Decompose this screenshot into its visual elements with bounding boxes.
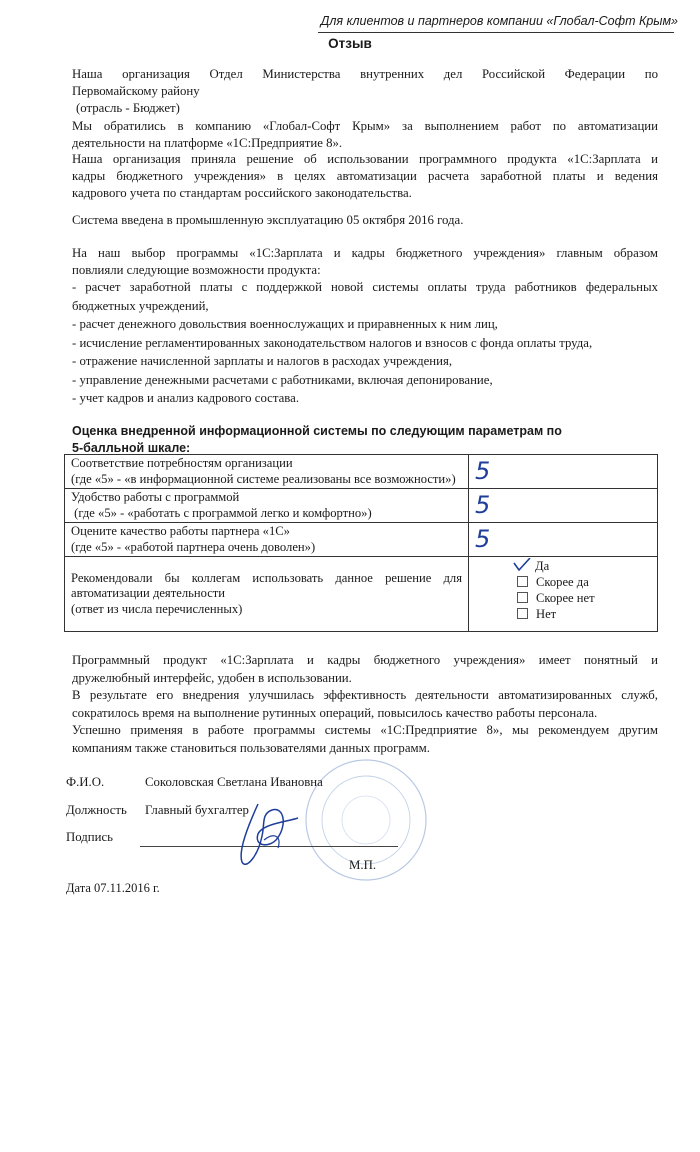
option-label: Скорее нет — [536, 591, 595, 605]
signature-icon — [228, 796, 308, 876]
summary-line-6: компаниям также становиться пользователями данных программ. — [72, 740, 430, 755]
criterion-cell — [65, 523, 469, 557]
header-divider — [318, 32, 674, 33]
summary-line-1: Программный продукт «1С:Зарплата и кадры бюджетного учреждения» имеет понятный и — [72, 653, 658, 667]
choice-line-2: повлияли следующие возможности продукта: — [72, 262, 321, 277]
criterion-hint: (где «5» - «работой партнера очень доволен») — [71, 539, 316, 554]
decision-paragraph — [72, 151, 658, 201]
sign-label: Подпись — [66, 830, 113, 844]
option-label: Нет — [536, 607, 557, 621]
criterion-question: Оцените качество работы партнера «1С» — [71, 524, 290, 538]
score-handwritten[interactable]: 5 — [469, 523, 658, 557]
org-line-1: Наша организация Отдел Министерства внутренних дел Российской Федерации по — [72, 67, 658, 81]
fio-label: Ф.И.О. — [66, 775, 105, 789]
decision-line-3: кадрового учета по стандартам российского законодательства. — [72, 185, 412, 200]
criterion-cell — [65, 455, 469, 489]
evaluation-heading-line-1: Оценка внедренной информационной системы по следующим параметрам по — [72, 424, 562, 438]
header-company-line: Для клиентов и партнеров компании «Глобал-Софт Крым» — [320, 14, 678, 28]
criterion-question: Удобство работы с программой — [71, 490, 240, 504]
feature-item: - отражение начисленной зарплаты и налогов в расходах учреждения, — [72, 354, 453, 368]
summary-paragraph — [72, 652, 658, 757]
option-label: Скорее да — [536, 575, 589, 589]
criterion-hint: (где «5» - «в информационной системе реализованы все возможности») — [71, 471, 456, 486]
feature-item: - исчисление регламентированных законодательством налогов и взносов с фонда оплаты труда, — [72, 335, 593, 350]
position-value: Главный бухгалтер — [145, 803, 249, 817]
feature-item: - учет кадров и анализ кадрового состава. — [72, 391, 300, 405]
table-row — [65, 523, 658, 557]
criterion-hint: (где «5» - «работать с программой легко и комфортно») — [71, 505, 372, 520]
evaluation-heading — [72, 423, 658, 457]
table-row — [65, 489, 658, 523]
recommend-options — [469, 557, 658, 632]
contact-paragraph — [72, 118, 658, 152]
summary-line-4: сократилось время на выполнение рутинных операций, повысилось качество работы персонала. — [72, 705, 598, 720]
feature-item: - расчет заработной платы с поддержкой новой системы оплаты труда работников федеральных — [72, 280, 658, 294]
evaluation-table — [64, 454, 658, 632]
org-industry: (отрасль - Бюджет) — [76, 100, 180, 115]
org-paragraph — [72, 66, 658, 116]
document-date: Дата 07.11.2016 г. — [66, 881, 160, 895]
summary-line-2: дружелюбный интерфейс, удобен в использовании. — [72, 670, 352, 685]
checkbox-icon — [517, 608, 528, 619]
recommend-question-line-1: Рекомендовали бы коллегам использовать данное решение для — [71, 570, 462, 585]
score-handwritten[interactable]: 5 — [469, 455, 658, 489]
criterion-question: Соответствие потребностям организации — [71, 456, 293, 470]
summary-line-5: Успешно применяя в работе программы системы «1С:Предприятие 8», мы рекомендуем другим — [72, 723, 658, 737]
checkmark-icon — [517, 558, 527, 574]
recommend-question-cell — [65, 557, 469, 632]
contact-line-1: Мы обратились в компанию «Глобал-Софт Крым» за выполнением работ по автоматизации — [72, 119, 658, 133]
checkbox-icon — [517, 576, 528, 587]
stamp-label: М.П. — [349, 858, 377, 872]
decision-line-2: кадры бюджетного учреждения» в целях автоматизации расчета заработной платы и ведения — [72, 168, 658, 183]
launch-paragraph: Система введена в промышленную эксплуатацию 05 октября 2016 года. — [72, 213, 464, 227]
evaluation-heading-line-2: 5-балльной шкале: — [72, 440, 191, 455]
org-line-2: Первомайскому району — [72, 83, 200, 98]
decision-line-1: Наша организация приняла решение об использовании программного продукта «1С:Зарплата и — [72, 152, 658, 166]
score-handwritten[interactable]: 5 — [469, 489, 658, 523]
feature-item: бюджетных учреждений, — [72, 298, 209, 313]
option-skoree-da[interactable] — [517, 574, 651, 590]
feature-item: - управление денежными расчетами с работниками, включая депонирование, — [72, 372, 493, 387]
option-da[interactable] — [517, 558, 651, 574]
checkbox-icon — [517, 592, 528, 603]
choice-line-1: На наш выбор программы «1С:Зарплата и кадры бюджетного учреждения» главным образом — [72, 246, 658, 260]
fio-value: Соколовская Светлана Ивановна — [145, 775, 323, 789]
option-net[interactable] — [517, 606, 651, 622]
option-skoree-net[interactable] — [517, 590, 651, 606]
choice-paragraph — [72, 245, 658, 279]
table-row — [65, 455, 658, 489]
table-row — [65, 557, 658, 632]
contact-line-2: деятельности на платформе «1С:Предприятие 8». — [72, 135, 343, 150]
recommend-question-line-2: автоматизации деятельности — [71, 586, 226, 601]
page-title: Отзыв — [328, 36, 372, 51]
position-label: Должность — [66, 803, 127, 817]
option-label: Да — [535, 559, 550, 573]
criterion-cell — [65, 489, 469, 523]
feature-item: - расчет денежного довольствия военнослужащих и приравненных к ним лиц, — [72, 317, 498, 331]
summary-line-3: В результате его внедрения улучшилась эффективность деятельности автоматизированных служб, — [72, 688, 658, 702]
recommend-question-line-3: (ответ из числа перечисленных) — [71, 601, 243, 616]
features-list — [72, 278, 658, 408]
